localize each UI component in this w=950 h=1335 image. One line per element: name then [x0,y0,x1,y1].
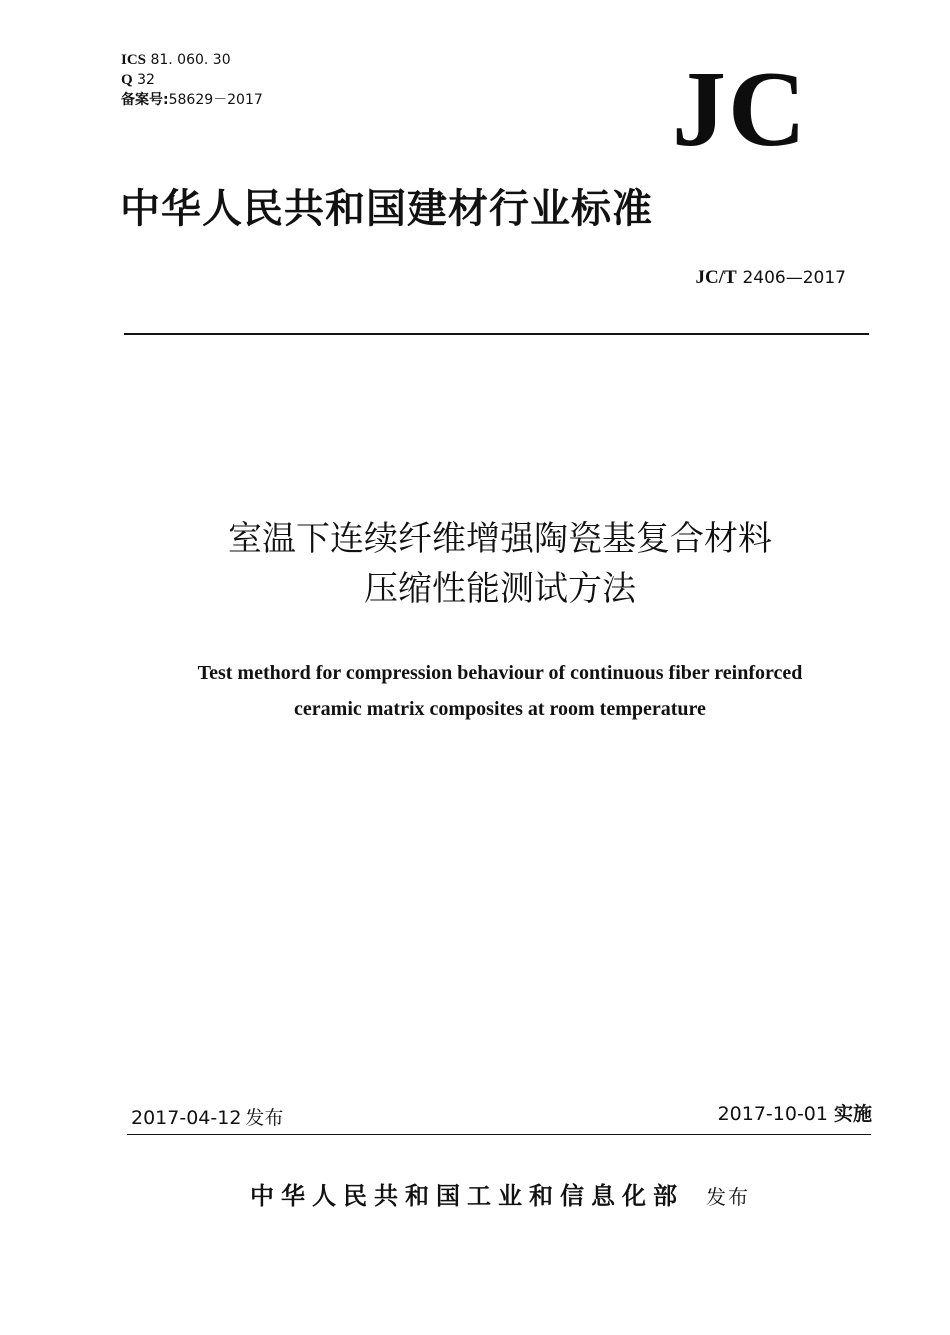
ics-value: 81. 060. 30 [150,52,231,68]
chinese-title [0,514,950,614]
footer-divider [127,1134,871,1135]
publisher [0,1178,950,1215]
header-divider [124,333,869,335]
standard-category-title: 中华人民共和国建材行业标准 [120,185,653,232]
filing-label: 备案号: [121,92,169,108]
issue-date [131,1104,283,1132]
implementation-date [718,1100,872,1128]
class-label: Q [121,72,133,88]
issue-date-value: 2017-04-12 [131,1107,242,1129]
filing-value: 58629－2017 [168,92,263,108]
english-title-line2: ceramic matrix composites at room temperature [294,698,706,720]
publisher-organization: 中华人民共和国工业和信息化部 [250,1181,684,1210]
class-line [121,70,263,90]
issue-date-label: 发布 [245,1107,284,1129]
implementation-date-label: 实施 [833,1103,872,1125]
standard-number [696,266,846,290]
chinese-title-line2: 压缩性能测试方法 [364,569,636,609]
chinese-title-line1: 室温下连续纤维增强陶瓷基复合材料 [228,519,772,559]
english-title-line1: Test methord for compression behaviour of continuous fiber reinforced [197,662,803,684]
standard-code: JC/T [695,267,737,288]
filing-line [121,90,263,110]
classification-block [121,50,263,110]
ics-line [121,50,263,70]
publisher-label: 发布 [706,1185,750,1209]
implementation-date-value: 2017-10-01 [717,1103,828,1125]
standard-number-value: 2406—2017 [742,268,846,288]
jc-logo: JC [672,50,808,169]
class-value: 32 [137,72,155,88]
english-title [0,655,950,727]
ics-label: ICS [121,52,147,68]
